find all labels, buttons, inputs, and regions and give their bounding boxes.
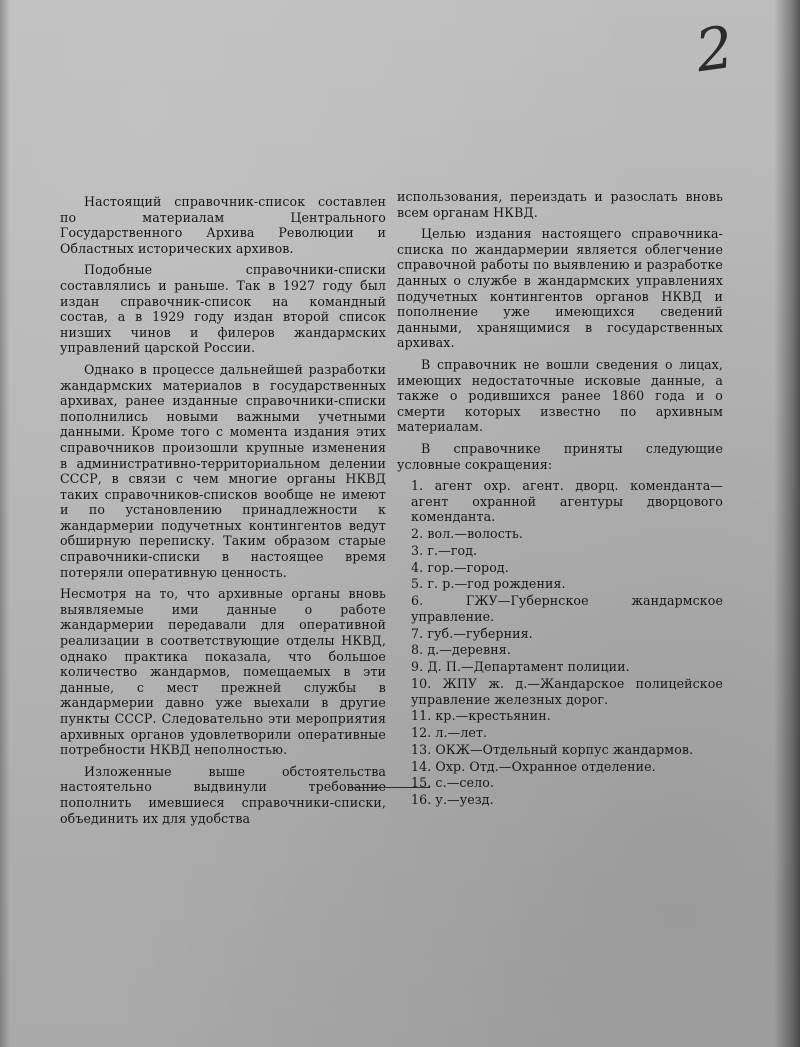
abbreviation-item: 11. кр.—крестьянин.: [411, 708, 551, 724]
paragraph: Настоящий справочник-список составлен по материалам Центрального Государственного Архива Революции и Областных исторических архивов.: [60, 194, 386, 256]
abbreviation-item: 14. Охр. Отд.—Охранное отделение.: [411, 758, 656, 774]
paragraph: В справочнике приняты следующие условные сокращения:: [397, 440, 723, 472]
right-column: [397, 189, 723, 809]
abbreviation-item: 4. гор.—город.: [411, 559, 509, 575]
paragraph: В справочник не вошли сведения о лицах, имеющих недостаточные исковые данные, а также о родившихся ранее 1860 года и о смерти которых известно по архивным материалам.: [397, 356, 723, 435]
page-shadow-right: [774, 0, 800, 1047]
abbreviation-item: 7. губ.—губерния.: [411, 625, 533, 641]
handwritten-page-number: 2: [691, 12, 738, 86]
paragraph: Целью издания настоящего справочника-списка по жандармерии является облегчение справочной работы по выявлению и разработке данных о службе в жандармских управлениях подучетных контингентов органов НКВД и пополнение уже имеющихся сведений данными, хранящимися в государственных архивах.: [397, 226, 723, 351]
paragraph: Изложенные выше обстоятельства настоятельно выдвинули требование пополнить имевшиеся справочники-списки, объединить их для удобства: [60, 763, 386, 826]
paragraph: использования, переиздать и разослать вновь всем органам НКВД.: [397, 189, 723, 220]
abbreviation-item: 2. вол.—волость.: [411, 526, 524, 542]
abbreviation-item: 9. Д. П.—Департамент полиции.: [411, 659, 630, 675]
page-shadow-left: [0, 0, 10, 1047]
abbreviation-item: 3. г.—год.: [411, 542, 478, 558]
abbreviation-item: 6. ГЖУ—Губернское жандармское управление.: [411, 593, 723, 624]
left-column: [60, 194, 386, 832]
paragraph: Подобные справочники-списки составлялись и раньше. Так в 1927 году был издан справочник-список на командный состав, а в 1929 году издан второй список низших чинов и филеров жандармских управлений царской России.: [60, 262, 386, 356]
abbreviation-item: 10. ЖПУ ж. д.—Жандарское полицейское управление железных дорог.: [411, 675, 723, 707]
abbreviation-item: 5. г. р.—год рождения.: [411, 576, 566, 592]
abbreviation-item: 16. у.—уезд.: [411, 792, 494, 808]
paragraph: Несмотря на то, что архивные органы вновь выявляемые ими данные о работе жандармерии передавали для оперативной реализации в соответствующие отделы НКВД, однако практика показала, что большое количество жандармов, помещаемых в эти данные, с мест прежней службы в жандармерии давно уже выехали в другие пункты СССР. Следовательно эти мероприятия архивных органов удовлетворили оперативные потребности НКВД неполностью.: [60, 586, 386, 758]
abbreviation-item: 8. д.—деревня.: [411, 642, 511, 658]
section-divider-line: [352, 787, 430, 788]
abbreviation-item: 12. л.—лет.: [411, 725, 488, 741]
abbreviation-item: 13. ОКЖ—Отдельный корпус жандармов.: [411, 741, 694, 757]
abbreviation-item: 15. с.—село.: [411, 775, 494, 791]
abbreviation-list: [397, 478, 723, 808]
paragraph: Однако в процессе дальнейшей разработки жандармских материалов в государственных архивах, ранее изданные справочники-списки пополнились новыми важными учетными данными. Кроме того с момента издания этих справочников произошли крупные изменения в административно-территориальном делении СССР, в связи с чем многие органы НКВД таких справочников-списков вообще не имеют и по установлению принадлежности к жандармерии подучетных контингентов ведут обширную переписку. Таким образом старые справочники-списки в настоящее время потеряли оперативную ценность.: [60, 361, 386, 580]
abbreviation-item: 1. агент охр. агент. дворц. коменданта—агент охранной агентуры дворцового коменданта.: [411, 478, 723, 525]
